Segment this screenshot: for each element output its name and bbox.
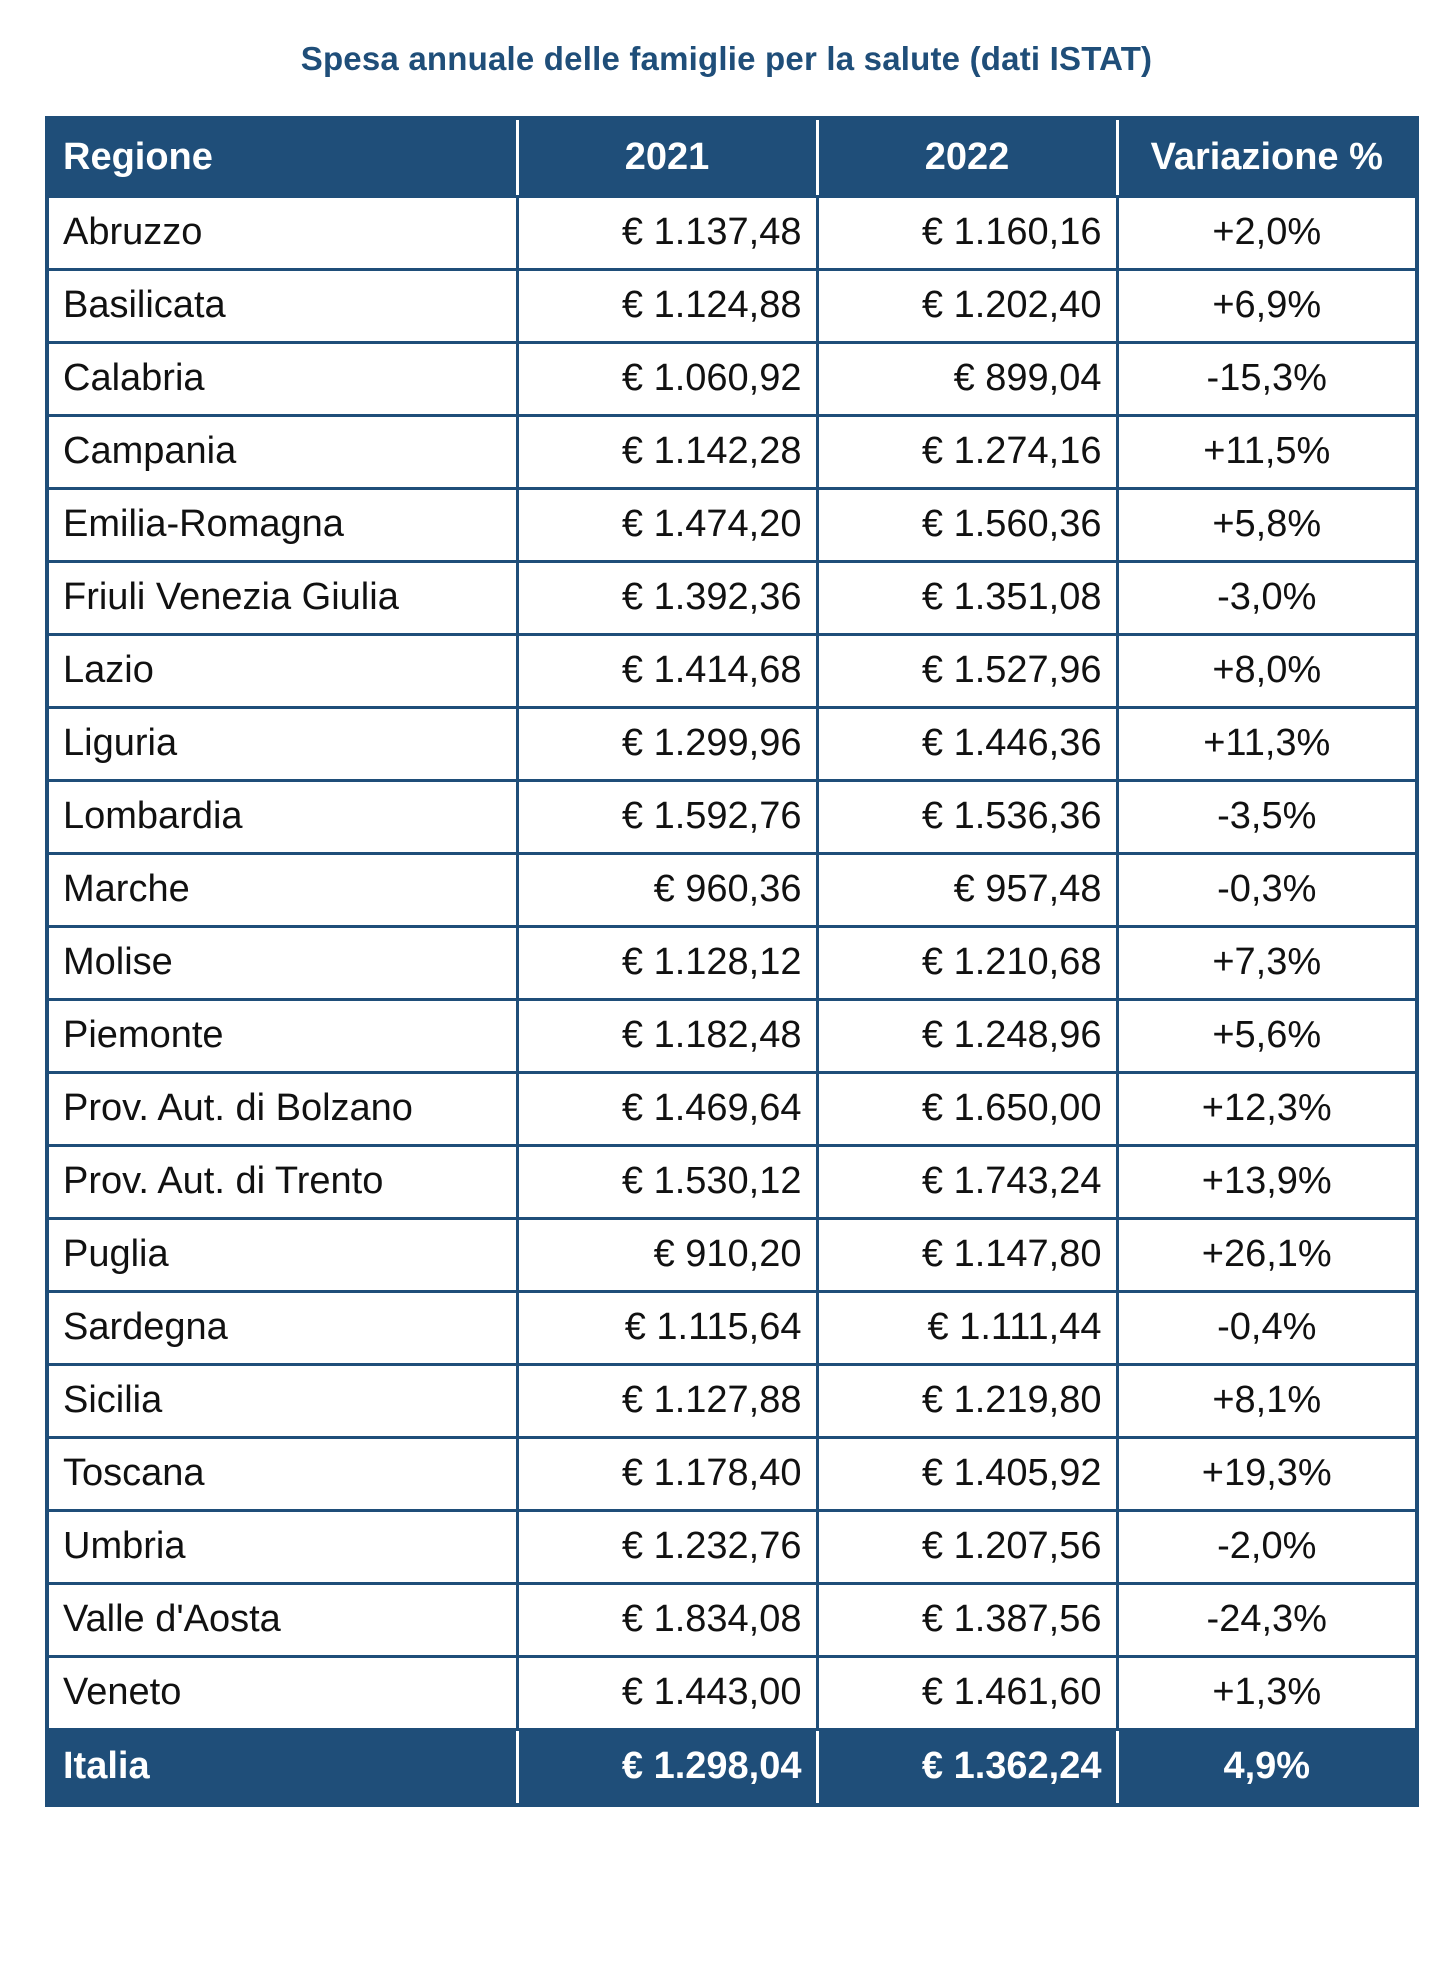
- cell-2022: € 1.210,68: [817, 926, 1117, 999]
- cell-2021: € 1.115,64: [517, 1291, 817, 1364]
- cell-region: Emilia-Romagna: [47, 488, 517, 561]
- cell-2021: € 1.592,76: [517, 780, 817, 853]
- cell-2022: € 1.351,08: [817, 561, 1117, 634]
- cell-2021: € 1.060,92: [517, 342, 817, 415]
- cell-variation: -15,3%: [1117, 342, 1417, 415]
- cell-2021: € 1.474,20: [517, 488, 817, 561]
- cell-2021: € 1.137,48: [517, 196, 817, 269]
- table-row: [47, 269, 1417, 342]
- table-header: [47, 118, 1417, 196]
- cell-2021: € 1.834,08: [517, 1583, 817, 1656]
- cell-variation: -0,4%: [1117, 1291, 1417, 1364]
- table-row: [47, 1145, 1417, 1218]
- cell-2021: € 1.142,28: [517, 415, 817, 488]
- cell-2022: € 1.111,44: [817, 1291, 1117, 1364]
- cell-2021: € 1.232,76: [517, 1510, 817, 1583]
- table-row: [47, 780, 1417, 853]
- page-title: Spesa annuale delle famiglie per la salute (dati ISTAT): [300, 40, 1153, 77]
- table-row: [47, 853, 1417, 926]
- cell-region: Piemonte: [47, 999, 517, 1072]
- cell-region: Lazio: [47, 634, 517, 707]
- cell-2022: € 1.650,00: [817, 1072, 1117, 1145]
- cell-region: Liguria: [47, 707, 517, 780]
- cell-2022: € 957,48: [817, 853, 1117, 926]
- table-row: [47, 561, 1417, 634]
- cell-region: Lombardia: [47, 780, 517, 853]
- cell-2022: € 1.536,36: [817, 780, 1117, 853]
- cell-region: Sardegna: [47, 1291, 517, 1364]
- cell-2022: € 1.446,36: [817, 707, 1117, 780]
- cell-2021: € 910,20: [517, 1218, 817, 1291]
- cell-2022: € 1.527,96: [817, 634, 1117, 707]
- header-2021: 2021: [517, 118, 817, 196]
- table-footer: [47, 1729, 1417, 1805]
- table-row: [47, 1656, 1417, 1729]
- table-row: [47, 1583, 1417, 1656]
- cell-2021: € 1.124,88: [517, 269, 817, 342]
- cell-region: Prov. Aut. di Bolzano: [47, 1072, 517, 1145]
- cell-2021: € 1.182,48: [517, 999, 817, 1072]
- cell-variation: +1,3%: [1117, 1656, 1417, 1729]
- cell-region: Valle d'Aosta: [47, 1583, 517, 1656]
- cell-variation: -3,0%: [1117, 561, 1417, 634]
- table-row: [47, 342, 1417, 415]
- table-row: [47, 926, 1417, 999]
- cell-variation: +8,1%: [1117, 1364, 1417, 1437]
- table-row: [47, 1291, 1417, 1364]
- table-row: [47, 1218, 1417, 1291]
- cell-region: Molise: [47, 926, 517, 999]
- cell-region: Basilicata: [47, 269, 517, 342]
- cell-2021: € 1.414,68: [517, 634, 817, 707]
- header-2022: 2022: [817, 118, 1117, 196]
- cell-variation: +13,9%: [1117, 1145, 1417, 1218]
- cell-2021: € 1.443,00: [517, 1656, 817, 1729]
- table-row: [47, 1364, 1417, 1437]
- cell-variation: +6,9%: [1117, 269, 1417, 342]
- cell-2021: € 960,36: [517, 853, 817, 926]
- cell-variation: +5,6%: [1117, 999, 1417, 1072]
- table-body: [47, 196, 1417, 1729]
- table-row: [47, 999, 1417, 1072]
- table-row: [47, 634, 1417, 707]
- cell-2021: € 1.469,64: [517, 1072, 817, 1145]
- cell-2022: € 1.202,40: [817, 269, 1117, 342]
- cell-variation: +19,3%: [1117, 1437, 1417, 1510]
- table-row: [47, 1072, 1417, 1145]
- cell-2022: € 1.387,56: [817, 1583, 1117, 1656]
- table-row: [47, 707, 1417, 780]
- header-variation: Variazione %: [1117, 118, 1417, 196]
- total-2021: € 1.298,04: [517, 1729, 817, 1805]
- cell-region: Prov. Aut. di Trento: [47, 1145, 517, 1218]
- cell-2021: € 1.392,36: [517, 561, 817, 634]
- cell-region: Campania: [47, 415, 517, 488]
- cell-region: Abruzzo: [47, 196, 517, 269]
- table-row: [47, 1510, 1417, 1583]
- cell-variation: +26,1%: [1117, 1218, 1417, 1291]
- cell-region: Marche: [47, 853, 517, 926]
- cell-2022: € 1.560,36: [817, 488, 1117, 561]
- cell-2021: € 1.128,12: [517, 926, 817, 999]
- table-row: [47, 415, 1417, 488]
- cell-2022: € 1.147,80: [817, 1218, 1117, 1291]
- table-row: [47, 488, 1417, 561]
- total-row: [47, 1729, 1417, 1805]
- cell-2022: € 1.405,92: [817, 1437, 1117, 1510]
- regional-expense-table: [45, 116, 1419, 1807]
- cell-region: Toscana: [47, 1437, 517, 1510]
- cell-region: Sicilia: [47, 1364, 517, 1437]
- cell-2022: € 1.207,56: [817, 1510, 1117, 1583]
- cell-variation: +11,5%: [1117, 415, 1417, 488]
- cell-2021: € 1.178,40: [517, 1437, 817, 1510]
- total-2022: € 1.362,24: [817, 1729, 1117, 1805]
- cell-variation: -3,5%: [1117, 780, 1417, 853]
- cell-2022: € 1.743,24: [817, 1145, 1117, 1218]
- header-region: Regione: [47, 118, 517, 196]
- cell-2022: € 899,04: [817, 342, 1117, 415]
- table-row: [47, 196, 1417, 269]
- table-row: [47, 1437, 1417, 1510]
- header-row: [47, 118, 1417, 196]
- cell-region: Calabria: [47, 342, 517, 415]
- cell-variation: +12,3%: [1117, 1072, 1417, 1145]
- cell-2022: € 1.219,80: [817, 1364, 1117, 1437]
- cell-region: Friuli Venezia Giulia: [47, 561, 517, 634]
- cell-2021: € 1.127,88: [517, 1364, 817, 1437]
- cell-2021: € 1.530,12: [517, 1145, 817, 1218]
- cell-variation: +11,3%: [1117, 707, 1417, 780]
- cell-region: Umbria: [47, 1510, 517, 1583]
- total-variation: 4,9%: [1117, 1729, 1417, 1805]
- cell-variation: +8,0%: [1117, 634, 1417, 707]
- cell-variation: +7,3%: [1117, 926, 1417, 999]
- cell-variation: -24,3%: [1117, 1583, 1417, 1656]
- cell-variation: -0,3%: [1117, 853, 1417, 926]
- total-region: Italia: [47, 1729, 517, 1805]
- cell-2022: € 1.461,60: [817, 1656, 1117, 1729]
- cell-region: Veneto: [47, 1656, 517, 1729]
- cell-2022: € 1.160,16: [817, 196, 1117, 269]
- cell-2022: € 1.274,16: [817, 415, 1117, 488]
- cell-variation: +5,8%: [1117, 488, 1417, 561]
- cell-2022: € 1.248,96: [817, 999, 1117, 1072]
- cell-variation: -2,0%: [1117, 1510, 1417, 1583]
- cell-2021: € 1.299,96: [517, 707, 817, 780]
- cell-region: Puglia: [47, 1218, 517, 1291]
- cell-variation: +2,0%: [1117, 196, 1417, 269]
